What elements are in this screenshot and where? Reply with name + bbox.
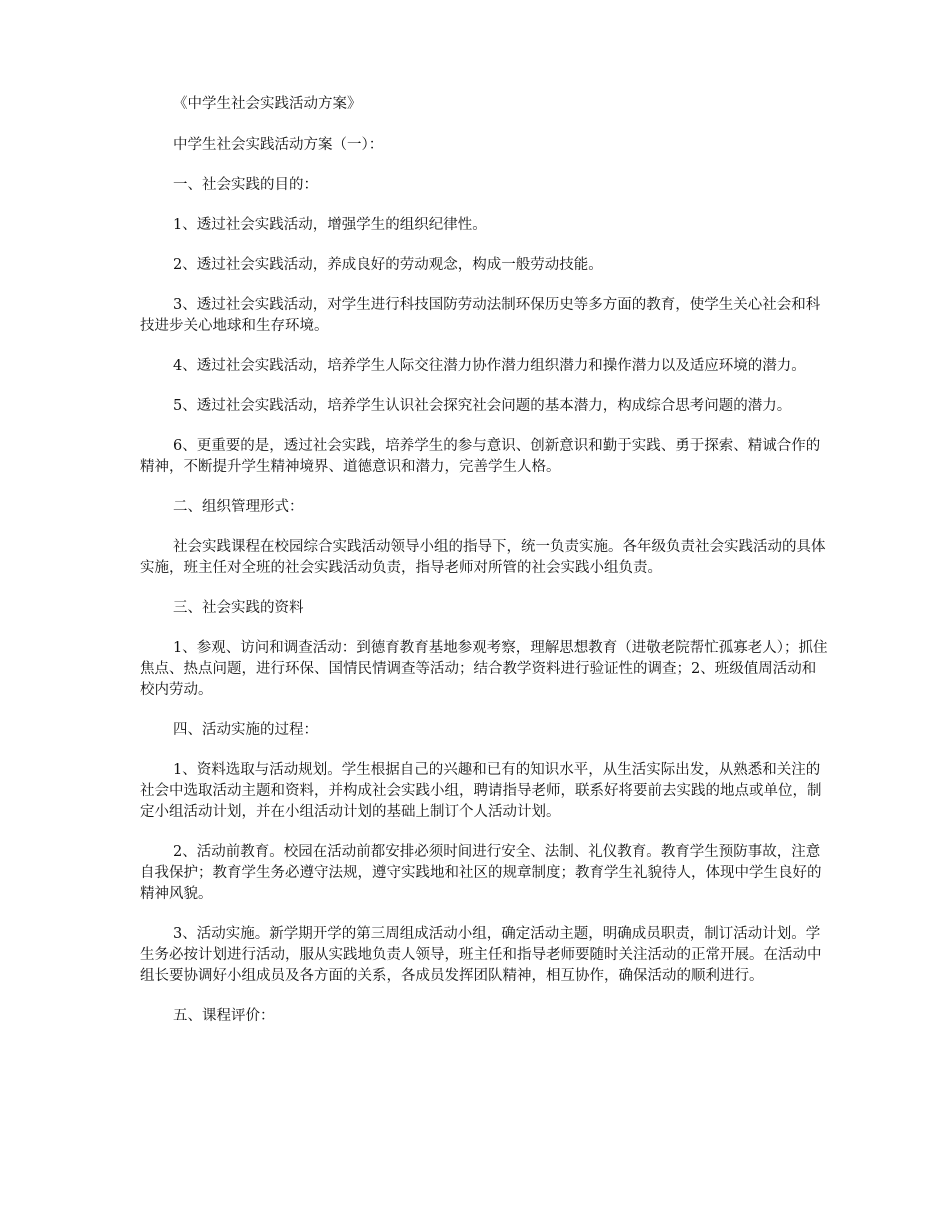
- document-title: 《中学生社会实践活动方案》: [173, 96, 362, 112]
- section-heading-management: 二、组织管理形式：: [173, 499, 304, 515]
- process-item-1: 1、资料选取与活动规划。学生根据自己的兴趣和已有的知识水平，从生活实际出发，从熟悉和关注的社会中选取活动主题和资料，并构成社会实践小组，聘请指导老师，联系好将要前去实践的地点或单位，制定小组活动计划，并在小组活动计划的基础上制订个人活动计划。: [140, 762, 822, 820]
- section-heading-purpose: 一、社会实践的目的：: [173, 177, 318, 193]
- section-heading-evaluation: 五、课程评价：: [173, 1008, 275, 1024]
- purpose-item-2: 2、透过社会实践活动，养成良好的劳动观念，构成一般劳动技能。: [173, 257, 603, 273]
- materials-paragraph: 1、参观、访问和调查活动：到德育教育基地参观考察，理解思想教育（进敬老院帮忙孤寡老人）；抓住焦点、热点问题，进行环保、国情民情调查等活动；结合教学资料进行验证性的调查；2、班级值周活动和校内劳动。: [140, 640, 828, 698]
- section-heading-process: 四、活动实施的过程：: [173, 722, 318, 738]
- purpose-item-4: 4、透过社会实践活动，培养学生人际交往潜力协作潜力组织潜力和操作潜力以及适应环境的潜力。: [173, 358, 806, 374]
- purpose-item-1: 1、透过社会实践活动，增强学生的组织纪律性。: [173, 217, 487, 233]
- subtitle-plan-one: 中学生社会实践活动方案（一）：: [173, 137, 384, 153]
- purpose-item-3: 3、透过社会实践活动，对学生进行科技国防劳动法制环保历史等多方面的教育，使学生关心社会和科技进步关心地球和生存环境。: [140, 297, 821, 334]
- purpose-item-5: 5、透过社会实践活动，培养学生认识社会探究社会问题的基本潜力，构成综合思考问题的潜力。: [173, 398, 792, 414]
- process-item-3: 3、活动实施。新学期开学的第三周组成活动小组，确定活动主题，明确成员职责，制订活动计划。学生务必按计划进行活动，服从实践地负责人领导，班主任和指导老师要随时关注活动的正常开展。在活动中组长要协调好小组成员及各方面的关系，各成员发挥团队精神，相互协作，确保活动的顺利进行。: [140, 926, 822, 984]
- document-body: [140, 94, 830, 1046]
- purpose-item-6: 6、更重要的是，透过社会实践，培养学生的参与意识、创新意识和勤于实践、勇于探索、精诚合作的精神，不断提升学生精神境界、道德意识和潜力，完善学生人格。: [140, 438, 821, 475]
- process-item-2: 2、活动前教育。校园在活动前都安排必须时间进行安全、法制、礼仪教育。教育学生预防事故，注意自我保护；教育学生务必遵守法规，遵守实践地和社区的规章制度；教育学生礼貌待人，体现中学生良好的精神风貌。: [140, 844, 822, 902]
- section-heading-materials: 三、社会实践的资料: [173, 600, 304, 616]
- management-paragraph: 社会实践课程在校园综合实践活动领导小组的指导下，统一负责实施。各年级负责社会实践活动的具体实施，班主任对全班的社会实践活动负责，指导老师对所管的社会实践小组负责。: [140, 539, 826, 576]
